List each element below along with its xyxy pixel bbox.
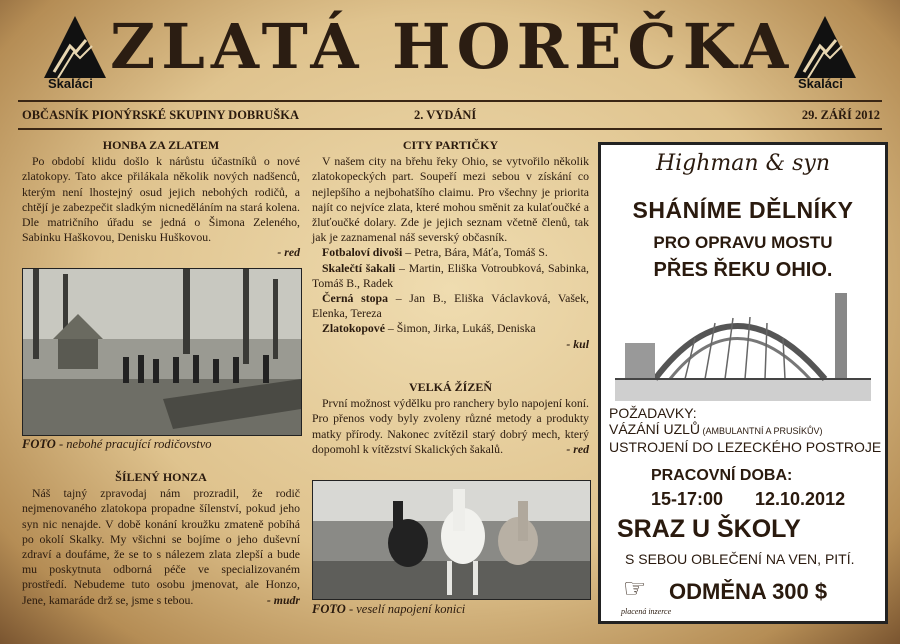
photo-gold-miners — [22, 268, 302, 436]
date-value: 12.10.2012 — [755, 489, 846, 509]
article-zizen — [312, 380, 589, 457]
requirement-1: VÁZÁNÍ UZLŮ (AMBULANTNÍ A PRUSÍKŮV) — [609, 421, 823, 437]
article-body: První možnost výdělku pro ranchery bylo napojení koní. Pro přenos vody byly zvoleny různé metody a produkty matky přírody. Nakonec zvítězil starý dobrý mech, který dopomohl k vítězství Skalických šakalů. — [312, 396, 589, 456]
article-body: Náš tajný zpravodaj nám prozradil, že rodič nejmenovaného zlatokopa propadne šílenství, pokud jeho syn nic nenajde. V době konání kroužku zmateně pobíhá po okolí Skalky. My všichni se bojíme o jeho duševní zdraví a doufáme, že se to s nálezem zlata zlepší a bude mu poskytnuta odborná péče ve specializovaném prostředí. Nebudeme tuto osobu jmenovat, ale Honzo, Jene, kamaráde drž se, jsme s tebou. — [22, 486, 300, 607]
publisher-text: OBČASNÍK PIONÝRSKÉ SKUPINY DOBRUŠKA — [22, 108, 300, 122]
article-signature: - mudr — [266, 592, 300, 607]
requirement-2: USTROJENÍ DO LEZECKÉHO POSTROJE — [609, 439, 882, 455]
article-title: CITY PARTIČKY — [402, 138, 499, 152]
pointing-hand-icon: ☞ — [623, 573, 647, 603]
logo-brand-text: Skaláci — [48, 76, 93, 91]
info-bar — [22, 108, 880, 126]
article-title: VELKÁ ŽÍZEŇ — [408, 380, 493, 394]
article-body: Po období klidu došlo k nárůstu účastníků o nové zlatokopy. Tato akce přilákala několik nových nadšenců, kterým není lhostejný osud jejich nebohých rodičů, a chtějí je zabezpečit sladkým nicneděláním na stará kolena. Dle matričního úřadu se jedná o Šimona Zeleného, Sabinku Haškovou, Denisku Huškovou. — [22, 154, 300, 245]
edition-text: 2. VYDÁNÍ — [414, 108, 477, 122]
meeting-point: SRAZ U ŠKOLY — [617, 515, 801, 543]
logo-brand-text: Skaláci — [798, 76, 843, 91]
skalaci-logo-right — [790, 12, 860, 92]
photo-caption-1: FOTO - nebohé pracující rodičovstvo — [22, 437, 212, 451]
team-item: Zlatokopové – Šimon, Jirka, Lukáš, Deniska — [322, 321, 536, 336]
mountain-logo-icon — [40, 12, 110, 82]
team-item: Fotbaloví divoši – Petra, Bára, Máťa, Tomáš S. — [322, 245, 548, 260]
job-advertisement — [598, 142, 888, 624]
divider — [18, 100, 882, 102]
hours-title: PRACOVNÍ DOBA: — [651, 467, 793, 484]
article-signature: - red — [566, 442, 589, 457]
article-body: V našem city na břehu řeky Ohio, se vytvořilo několik zlatokopeckých part. Soupeří mezi sebou v získání co nejlepšího a nejbohatšího claimu. Pro všechny je priorita najít co nejvíce zlata, které mohou směnit za kulaťoučké a žluťoučké dolary. Zde je jejich seznam včetně členů, tak jak je zaznamenal náš severský občasník. — [312, 154, 589, 245]
ad-headline: SHÁNÍME DĚLNÍKY — [632, 197, 854, 223]
article-signature: - red — [277, 245, 300, 260]
hours-value: 15-17:00 — [651, 489, 724, 509]
ad-brand: Highman & syn — [655, 151, 831, 176]
article-signature: - kul — [566, 336, 589, 351]
team-item: Černá stopa – Jan B., Eliška Václavková, Vašek, Elenka, Tereza — [312, 291, 589, 321]
photo-caption-2: FOTO - veselí napojení konici — [312, 602, 466, 616]
requirements-title: POŽADAVKY: — [609, 405, 697, 421]
photo-horses — [312, 480, 591, 600]
bridge-illustration — [615, 283, 871, 401]
ad-subtitle-1: PRO OPRAVU MOSTU — [653, 233, 833, 252]
article-title: ŠÍLENÝ HONZA — [115, 470, 207, 484]
skalaci-logo-left — [40, 12, 110, 92]
reward-text: ODMĚNA 300 $ — [669, 579, 828, 604]
article-title: HONBA ZA ZLATEM — [102, 138, 220, 152]
ad-subtitle-2: PŘES ŘEKU OHIO. — [653, 259, 833, 281]
article-sileny — [22, 470, 300, 608]
divider — [18, 128, 882, 130]
paid-ad-note: placená inzerce — [621, 607, 672, 616]
date-text: 29. ZÁŘÍ 2012 — [801, 108, 880, 122]
newspaper-title: ZLATÁ HOREČKA — [110, 10, 795, 83]
article-city — [312, 138, 589, 352]
bring-note: S SEBOU OBLEČENÍ NA VEN, PITÍ. — [625, 551, 855, 567]
mountain-logo-icon — [790, 12, 860, 82]
team-item: Skalečtí šakali – Martin, Eliška Votroubková, Sabinka, Tomáš B., Radek — [312, 260, 590, 290]
article-honba — [22, 138, 300, 261]
